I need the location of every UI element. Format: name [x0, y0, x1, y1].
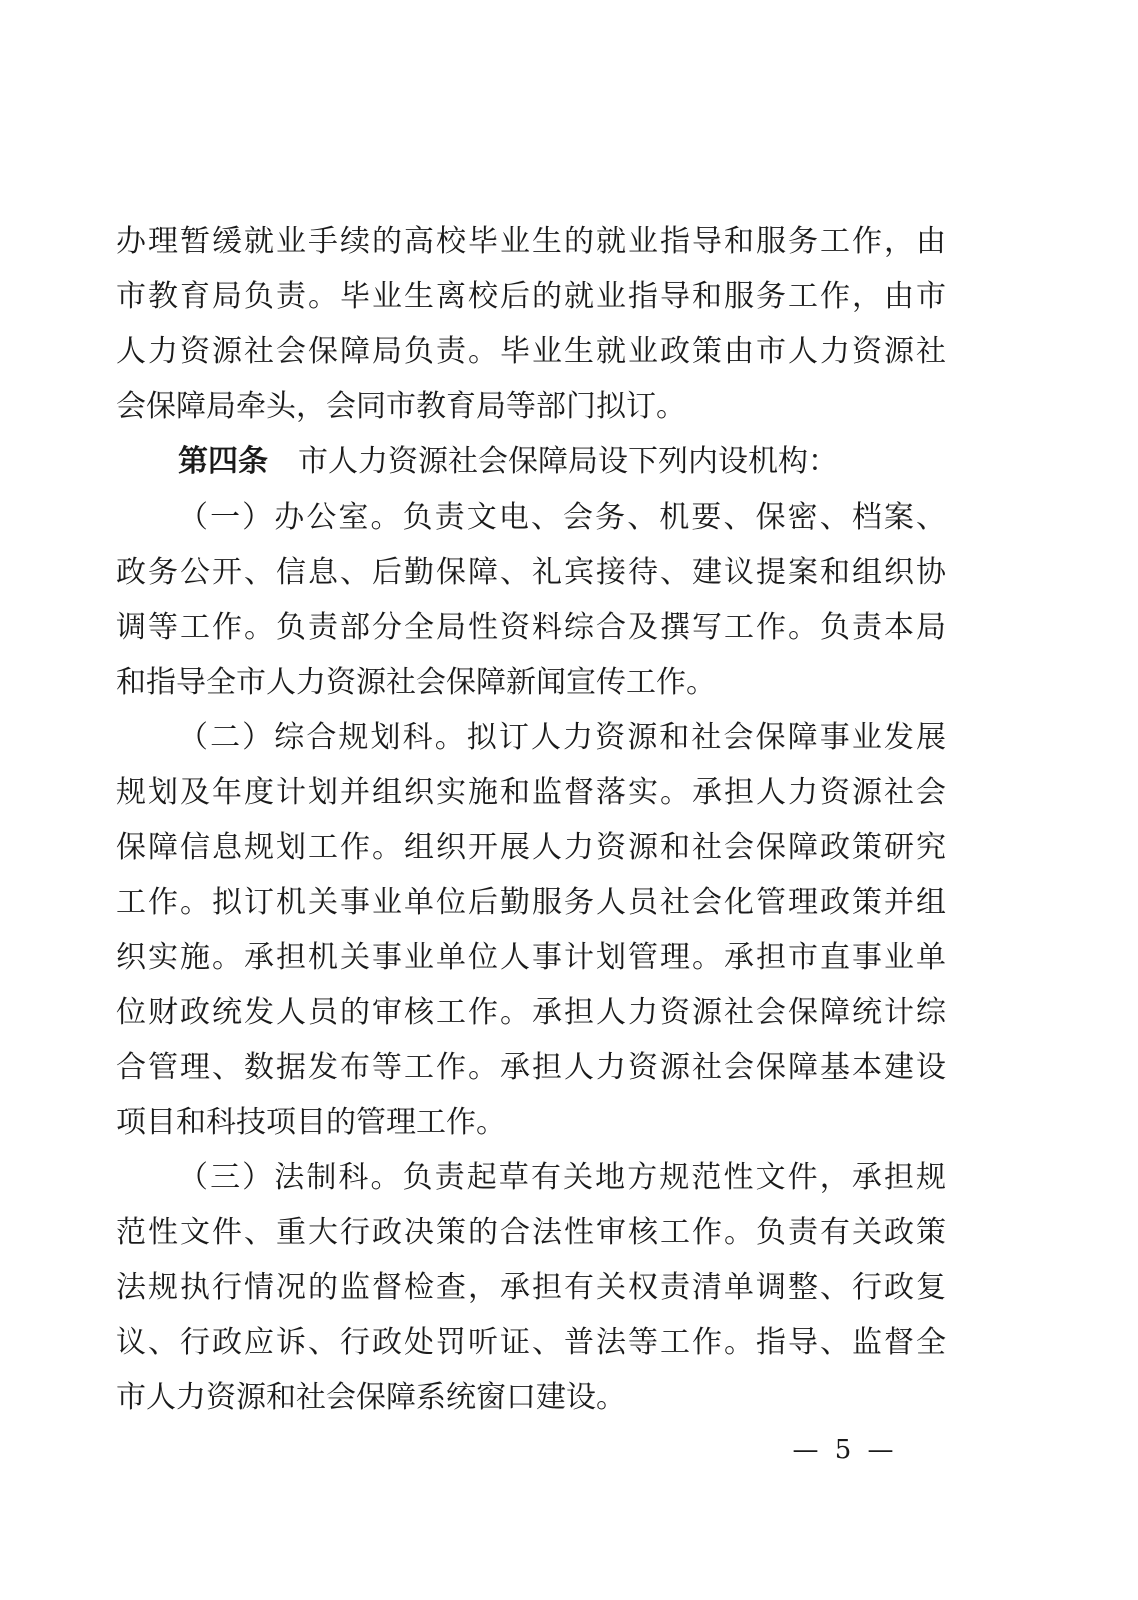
body-line: 和指导全市人力资源社会保障新闻宣传工作。 — [116, 665, 716, 700]
body-line: （二）综合规划科。拟订人力资源和社会保障事业发展 — [178, 720, 946, 755]
article-heading: 第四条 — [178, 444, 268, 479]
body-line: 办理暂缓就业手续的高校毕业生的就业指导和服务工作，由 — [116, 224, 946, 259]
body-line: 调等工作。负责部分全局性资料综合及撰写工作。负责本局 — [116, 610, 946, 645]
body-line: 法规执行情况的监督检查，承担有关权责清单调整、行政复 — [116, 1270, 946, 1305]
article-text: 市人力资源社会保障局设下列内设机构： — [298, 444, 838, 479]
body-line: （一）办公室。负责文电、会务、机要、保密、档案、 — [178, 500, 946, 535]
body-line: 人力资源社会保障局负责。毕业生就业政策由市人力资源社 — [116, 334, 946, 369]
body-line: 工作。拟订机关事业单位后勤服务人员社会化管理政策并组 — [116, 885, 946, 920]
body-line: 市人力资源和社会保障系统窗口建设。 — [116, 1380, 626, 1415]
body-line: 位财政统发人员的审核工作。承担人力资源社会保障统计综 — [116, 995, 946, 1030]
body-line: 会保障局牵头，会同市教育局等部门拟订。 — [116, 389, 686, 424]
body-line: 政务公开、信息、后勤保障、礼宾接待、建议提案和组织协 — [116, 555, 946, 590]
body-line: 项目和科技项目的管理工作。 — [116, 1105, 506, 1140]
body-line: 市教育局负责。毕业生离校后的就业指导和服务工作，由市 — [116, 279, 946, 314]
body-line: 保障信息规划工作。组织开展人力资源和社会保障政策研究 — [116, 830, 946, 865]
body-line: 规划及年度计划并组织实施和监督落实。承担人力资源社会 — [116, 775, 946, 810]
article-line — [178, 442, 946, 482]
body-line: （三）法制科。负责起草有关地方规范性文件，承担规 — [178, 1160, 946, 1195]
body-line: 议、行政应诉、行政处罚听证、普法等工作。指导、监督全 — [116, 1325, 946, 1360]
body-line: 织实施。承担机关事业单位人事计划管理。承担市直事业单 — [116, 940, 946, 975]
body-line: 合管理、数据发布等工作。承担人力资源社会保障基本建设 — [116, 1050, 946, 1085]
page-number: — 5 — — [792, 1435, 898, 1465]
body-line: 范性文件、重大行政决策的合法性审核工作。负责有关政策 — [116, 1215, 946, 1250]
